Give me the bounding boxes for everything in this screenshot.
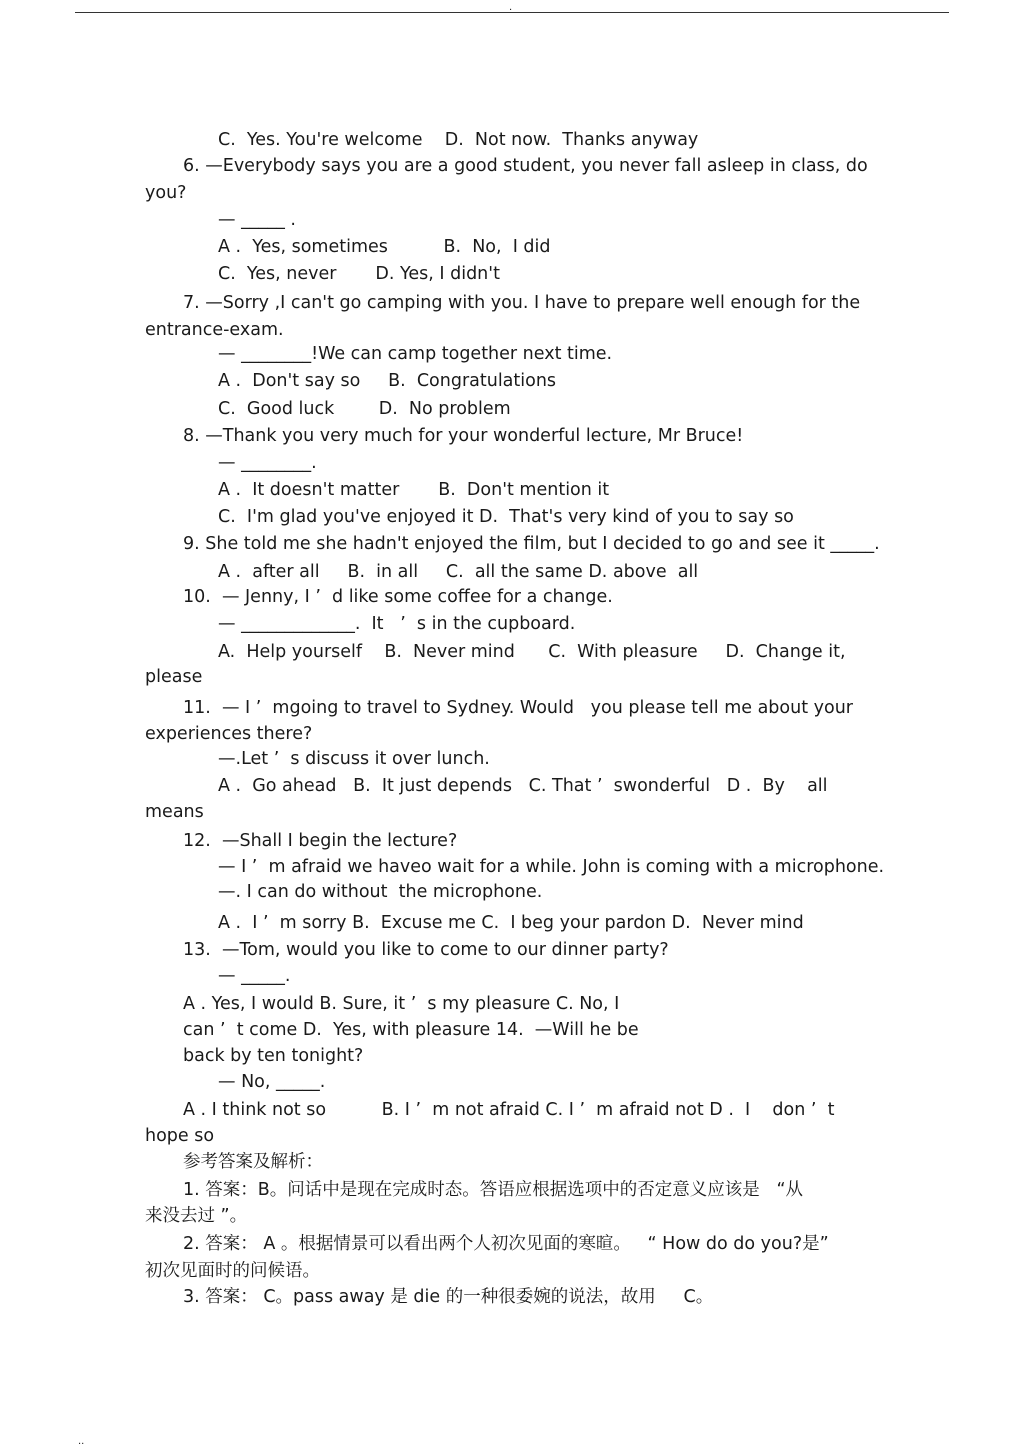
text-line: C. Yes. You're welcome D. Not now. Thanks anyway: [218, 130, 699, 150]
text-line: means: [145, 802, 204, 822]
text-line: — I ’ m afraid we haveo wait for a while. John is coming with a microphone.: [218, 857, 885, 877]
text-line: 9. She told me she hadn't enjoyed the film, but I decided to go and see it _____.: [183, 534, 880, 554]
text-line: 来没去过 ”。: [145, 1206, 248, 1226]
text-line: C. I'm glad you've enjoyed it D. That's very kind of you to say so: [218, 507, 794, 527]
text-line: A . It doesn't matter B. Don't mention it: [218, 480, 610, 500]
text-line: — _____.: [218, 966, 291, 986]
text-line: —. I can do without the microphone.: [218, 882, 543, 902]
text-line: 8. —Thank you very much for your wonderful lecture, Mr Bruce!: [183, 426, 744, 446]
text-line: C. Good luck D. No problem: [218, 399, 511, 419]
text-line: 10. — Jenny, I ’ d like some coffee for a change.: [183, 587, 613, 607]
text-line: 7. —Sorry ,I can't go camping with you. I have to prepare well enough for the: [183, 293, 861, 313]
text-line: —.Let ’ s discuss it over lunch.: [218, 749, 490, 769]
text-line: A . Go ahead B. It just depends C. That ’ swonderful D . By all: [218, 776, 828, 796]
text-line: A . Yes, I would B. Sure, it ’ s my pleasure C. No, I: [183, 994, 620, 1014]
text-line: please: [145, 667, 203, 687]
text-line: A . Don't say so B. Congratulations: [218, 371, 557, 391]
text-line: A . I think not so B. I ’ m not afraid C. I ’ m afraid not D . I don ’ t: [183, 1100, 835, 1120]
text-line: 3. 答案： C。pass away 是 die 的一种很委婉的说法，故用 C。: [183, 1287, 714, 1307]
text-line: you?: [145, 183, 187, 203]
text-line: A . I ’ m sorry B. Excuse me C. I beg your pardon D. Never mind: [218, 913, 804, 933]
text-line: — _____ .: [218, 210, 296, 230]
text-line: 1. 答案：B。问话中是现在完成时态。答语应根据选项中的否定意义应该是 “从: [183, 1180, 804, 1200]
header-mark: .: [509, 2, 513, 13]
text-line: experiences there?: [145, 724, 313, 744]
text-line: 初次见面时的问候语。: [145, 1261, 320, 1281]
text-line: 12. —Shall I begin the lecture?: [183, 831, 458, 851]
text-line: — No, _____.: [218, 1072, 326, 1092]
text-line: A . Yes, sometimes B. No, I did: [218, 237, 551, 257]
text-line: back by ten tonight?: [183, 1046, 364, 1066]
text-line: entrance-exam.: [145, 320, 284, 340]
text-line: — ________.: [218, 453, 317, 473]
text-line: A . after all B. in all C. all the same D. above all: [218, 562, 699, 582]
text-line: hope so: [145, 1126, 215, 1146]
text-line: can ’ t come D. Yes, with pleasure 14. —Will he be: [183, 1020, 639, 1040]
text-line: — _____________. It ’ s in the cupboard.: [218, 614, 576, 634]
text-line: 参考答案及解析：: [183, 1152, 323, 1172]
text-line: 2. 答案： A 。根据情景可以看出两个人初次见面的寒暄。 “ How do do you?是”: [183, 1234, 829, 1254]
text-line: 13. —Tom, would you like to come to our dinner party?: [183, 940, 669, 960]
text-line: — ________!We can camp together next time.: [218, 344, 613, 364]
text-line: 11. — I ’ mgoing to travel to Sydney. Would you please tell me about your: [183, 698, 853, 718]
text-line: C. Yes, never D. Yes, I didn't: [218, 264, 500, 284]
text-line: 6. —Everybody says you are a good student, you never fall asleep in class, do: [183, 156, 868, 176]
text-line: A. Help yourself B. Never mind C. With pleasure D. Change it,: [218, 642, 846, 662]
footer-mark: ..: [78, 1436, 85, 1447]
